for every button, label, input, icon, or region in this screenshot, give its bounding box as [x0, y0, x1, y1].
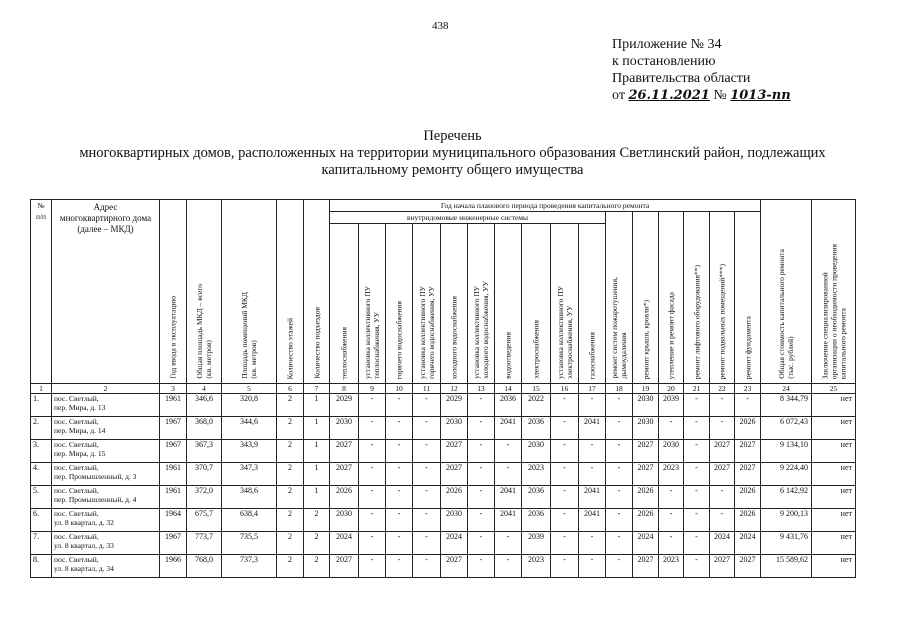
row-cell: -	[551, 532, 579, 555]
row-address	[52, 555, 160, 578]
row-cell: -	[413, 486, 441, 509]
row-cost: 6 142,92	[761, 486, 812, 509]
header-hot-water: горячего водоснабжения	[386, 224, 413, 384]
row-cell: -	[495, 555, 522, 578]
row-cell: -	[359, 417, 386, 440]
row-cell: 2023	[522, 555, 551, 578]
row-cost: 9 431,76	[761, 532, 812, 555]
row-cell: 1967	[160, 532, 187, 555]
appendix-block	[612, 36, 791, 104]
column-number: 12	[441, 384, 468, 394]
address-line-2: ул. 8 квартал, д. 33	[54, 541, 114, 550]
row-cell: -	[579, 440, 606, 463]
row-address	[52, 509, 160, 532]
row-cell: 675,7	[187, 509, 222, 532]
row-cell: 2024	[330, 532, 359, 555]
row-number: 2.	[31, 417, 52, 440]
header-hot-water-meter: установка коллективного ПУ горячего водоснабжения, УУ	[413, 224, 441, 384]
row-cell: 2039	[522, 532, 551, 555]
column-number: 11	[413, 384, 441, 394]
row-cell: 2036	[522, 486, 551, 509]
row-address	[52, 417, 160, 440]
decree-date: 26.11.2021	[628, 88, 710, 103]
row-cell: 2041	[495, 417, 522, 440]
header-electricity: электроснабжения	[522, 224, 551, 384]
row-cell: -	[710, 417, 735, 440]
row-cell: 346,6	[187, 394, 222, 417]
row-cell: -	[606, 555, 633, 578]
row-cost: 9 134,10	[761, 440, 812, 463]
row-cell: -	[359, 463, 386, 486]
title-line-2: многоквартирных домов, расположенных на территории муниципального образования Светлинский район, подлежащих	[79, 145, 826, 161]
row-cost: 6 072,43	[761, 417, 812, 440]
row-cell: 768,0	[187, 555, 222, 578]
header-heating-meter: установка коллективного ПУ теплоснабжения, УУ	[359, 224, 386, 384]
row-cell: -	[551, 555, 579, 578]
table-row	[31, 532, 856, 555]
row-cell: -	[735, 394, 761, 417]
row-conclusion: нет	[812, 463, 856, 486]
row-cell: -	[710, 394, 735, 417]
address-line-1: пос. Светлый,	[54, 394, 99, 403]
column-number: 6	[277, 384, 304, 394]
row-cell: 1967	[160, 417, 187, 440]
column-number: 25	[812, 384, 856, 394]
row-cell: 2039	[659, 394, 684, 417]
address-line-2: ул. 8 квартал, д. 32	[54, 518, 114, 527]
column-number: 2	[52, 384, 160, 394]
header-premises-area: Площадь помещений МКД (кв. метров)	[222, 200, 277, 384]
row-cell: -	[684, 394, 710, 417]
address-line-1: пос. Светлый,	[54, 486, 99, 495]
row-address	[52, 440, 160, 463]
row-cell: 2022	[522, 394, 551, 417]
address-line-2: пер. Мира, д. 14	[54, 426, 106, 435]
row-cell: -	[413, 509, 441, 532]
row-cell: -	[684, 463, 710, 486]
row-cell: 2027	[441, 555, 468, 578]
row-cell: -	[579, 394, 606, 417]
row-cell: -	[359, 394, 386, 417]
row-cell: -	[551, 440, 579, 463]
column-number: 10	[386, 384, 413, 394]
row-cost: 15 589,62	[761, 555, 812, 578]
row-cell: 368,0	[187, 417, 222, 440]
row-cell: -	[468, 486, 495, 509]
column-number: 9	[359, 384, 386, 394]
row-cell: 2027	[633, 463, 659, 486]
row-cell: 2030	[441, 509, 468, 532]
row-address	[52, 463, 160, 486]
row-cell: 2	[304, 555, 330, 578]
row-cell: -	[606, 440, 633, 463]
row-cell: -	[413, 394, 441, 417]
row-cell: -	[359, 440, 386, 463]
row-cell: 735,5	[222, 532, 277, 555]
row-cell: -	[386, 440, 413, 463]
row-cell: -	[606, 394, 633, 417]
column-number: 24	[761, 384, 812, 394]
row-cell: 348,6	[222, 486, 277, 509]
column-number: 3	[160, 384, 187, 394]
row-cell: 2027	[330, 440, 359, 463]
row-cell: 1	[304, 440, 330, 463]
header-lift: ремонт лифтового оборудования**)	[684, 212, 710, 384]
header-gas: газоснабжения	[579, 224, 606, 384]
header-facade: утепление и ремонт фасада	[659, 212, 684, 384]
header-cold-water-meter: установка коллективного ПУ холодного водоснабжения, УУ	[468, 224, 495, 384]
row-cell: -	[413, 440, 441, 463]
row-cell: 2030	[633, 394, 659, 417]
row-cell: -	[659, 417, 684, 440]
row-cell: 2027	[330, 555, 359, 578]
row-number: 7.	[31, 532, 52, 555]
row-cell: 2041	[579, 486, 606, 509]
row-cell: 2026	[330, 486, 359, 509]
row-cell: 320,8	[222, 394, 277, 417]
row-number: 6.	[31, 509, 52, 532]
row-cell: 2027	[710, 555, 735, 578]
row-cell: 343,9	[222, 440, 277, 463]
row-cell: -	[386, 532, 413, 555]
row-cell: 1966	[160, 555, 187, 578]
header-address: Адрес многоквартирного дома (далее – МКД)	[52, 200, 160, 384]
column-number: 8	[330, 384, 359, 394]
header-total-area: Общая площадь МКД – всего (кв. метров)	[187, 200, 222, 384]
row-cell: 2023	[659, 555, 684, 578]
row-conclusion: нет	[812, 486, 856, 509]
column-number: 7	[304, 384, 330, 394]
row-cell: 2026	[735, 486, 761, 509]
header-sewerage: водоотведения	[495, 224, 522, 384]
row-cell: 2030	[441, 417, 468, 440]
row-address	[52, 394, 160, 417]
header-floors: Количество этажей	[277, 200, 304, 384]
row-cell: 344,6	[222, 417, 277, 440]
row-number: 4.	[31, 463, 52, 486]
number-prefix: №	[709, 88, 731, 103]
header-basement: ремонт подвальных помещений***)	[710, 212, 735, 384]
column-number: 17	[579, 384, 606, 394]
row-cell: -	[579, 532, 606, 555]
row-cell: 2	[277, 463, 304, 486]
row-cell: 2024	[735, 532, 761, 555]
row-cell: 372,0	[187, 486, 222, 509]
row-cell: -	[386, 463, 413, 486]
row-cell: -	[606, 463, 633, 486]
row-cell: 2030	[659, 440, 684, 463]
row-cell: 1	[304, 486, 330, 509]
address-line-1: пос. Светлый,	[54, 555, 99, 564]
header-cold-water: холодного водоснабжения	[441, 224, 468, 384]
row-cell: 2024	[441, 532, 468, 555]
row-cell: -	[659, 532, 684, 555]
row-cell: -	[606, 486, 633, 509]
table-row	[31, 555, 856, 578]
row-conclusion: нет	[812, 394, 856, 417]
row-cell: 773,7	[187, 532, 222, 555]
row-address	[52, 532, 160, 555]
address-line-1: пос. Светлый,	[54, 417, 99, 426]
column-number: 18	[606, 384, 633, 394]
row-cell: -	[468, 532, 495, 555]
row-cell: 2027	[710, 440, 735, 463]
row-cell: 638,4	[222, 509, 277, 532]
row-conclusion: нет	[812, 440, 856, 463]
row-cell: -	[413, 555, 441, 578]
header-conclusion: Заключение специализированной организации о необходимости проведения капитального ремонта	[812, 200, 856, 384]
row-cell: 1	[304, 394, 330, 417]
header-systems-group: внутридомовые инженерные системы	[330, 212, 606, 224]
row-cell: -	[684, 555, 710, 578]
row-conclusion: нет	[812, 555, 856, 578]
row-cell: 2026	[633, 509, 659, 532]
row-cell: -	[495, 463, 522, 486]
row-cell: -	[386, 555, 413, 578]
row-cell: -	[468, 394, 495, 417]
header-heating: теплоснабжения	[330, 224, 359, 384]
address-line-1: пос. Светлый,	[54, 509, 99, 518]
row-cell: 2027	[330, 463, 359, 486]
row-cell: 2026	[735, 417, 761, 440]
row-conclusion: нет	[812, 417, 856, 440]
row-cell: -	[684, 532, 710, 555]
column-number-row	[31, 384, 856, 394]
row-cell: -	[468, 509, 495, 532]
row-cell: 2030	[522, 440, 551, 463]
column-number: 13	[468, 384, 495, 394]
row-cell: 2023	[659, 463, 684, 486]
row-cell: 2041	[579, 509, 606, 532]
address-line-1: пос. Светлый,	[54, 440, 99, 449]
row-cell: 2	[277, 417, 304, 440]
table-row	[31, 509, 856, 532]
row-cell: -	[413, 417, 441, 440]
row-cell: 1961	[160, 486, 187, 509]
row-cell: 2026	[735, 509, 761, 532]
row-cell: 2027	[735, 555, 761, 578]
table-row	[31, 486, 856, 509]
table-body	[31, 384, 856, 578]
row-cell: -	[359, 486, 386, 509]
header-foundation: ремонт фундамента	[735, 212, 761, 384]
row-cell: 2036	[522, 417, 551, 440]
row-cell: 2024	[633, 532, 659, 555]
row-cell: -	[659, 486, 684, 509]
row-cell: 2029	[330, 394, 359, 417]
row-cost: 9 224,40	[761, 463, 812, 486]
row-conclusion: нет	[812, 532, 856, 555]
row-cell: 737,3	[222, 555, 277, 578]
column-number: 20	[659, 384, 684, 394]
row-cell: 2027	[710, 463, 735, 486]
row-cell: -	[386, 509, 413, 532]
row-cell: -	[606, 417, 633, 440]
row-cell: -	[413, 532, 441, 555]
row-cell: -	[684, 486, 710, 509]
title-line-1: Перечень	[423, 128, 482, 144]
address-line-2: пер. Промышленный, д. 4	[54, 495, 137, 504]
row-number: 1.	[31, 394, 52, 417]
row-cell: 2027	[441, 463, 468, 486]
address-line-1: пос. Светлый,	[54, 463, 99, 472]
column-number: 5	[222, 384, 277, 394]
document-title	[0, 128, 905, 179]
column-number: 21	[684, 384, 710, 394]
header-electricity-meter: установка коллективного ПУ электроснабжения, УУ	[551, 224, 579, 384]
appendix-line-3: Правительства области	[612, 71, 751, 86]
row-cell: 2	[277, 394, 304, 417]
row-cell: -	[468, 440, 495, 463]
header-fire: ремонт систем пожаротушения, дымоудаления	[606, 212, 633, 384]
row-cell: -	[684, 509, 710, 532]
row-cell: 2	[277, 532, 304, 555]
title-line-3: капитальному ремонту общего имущества	[321, 162, 584, 178]
row-cell: -	[551, 417, 579, 440]
column-number: 23	[735, 384, 761, 394]
row-cell: -	[551, 394, 579, 417]
row-cell: 2041	[579, 417, 606, 440]
row-cell: -	[468, 463, 495, 486]
row-cell: 2027	[441, 440, 468, 463]
row-cell: 2041	[495, 509, 522, 532]
row-cell: -	[606, 532, 633, 555]
column-number: 19	[633, 384, 659, 394]
row-cell: 2027	[633, 440, 659, 463]
table-row	[31, 417, 856, 440]
appendix-line-1: Приложение № 34	[612, 37, 722, 52]
row-cell: 2	[304, 509, 330, 532]
table-row	[31, 440, 856, 463]
row-cell: -	[659, 509, 684, 532]
table-row	[31, 463, 856, 486]
register-table	[30, 199, 856, 578]
row-cell: -	[495, 440, 522, 463]
row-number: 5.	[31, 486, 52, 509]
row-cost: 8 344,79	[761, 394, 812, 417]
row-cell: -	[468, 417, 495, 440]
row-cell: 2036	[495, 394, 522, 417]
column-number: 22	[710, 384, 735, 394]
row-cell: -	[359, 555, 386, 578]
row-number: 3.	[31, 440, 52, 463]
row-cell: -	[579, 555, 606, 578]
row-cell: -	[579, 463, 606, 486]
row-cell: 370,7	[187, 463, 222, 486]
row-conclusion: нет	[812, 509, 856, 532]
row-cell: 2	[277, 509, 304, 532]
row-cell: 2	[277, 555, 304, 578]
column-number: 1	[31, 384, 52, 394]
column-number: 4	[187, 384, 222, 394]
row-cell: 2041	[495, 486, 522, 509]
row-cell: 2	[304, 532, 330, 555]
row-cell: 1961	[160, 394, 187, 417]
address-line-2: пер. Мира, д. 13	[54, 403, 106, 412]
row-cell: -	[551, 486, 579, 509]
row-cell: 2027	[633, 555, 659, 578]
row-number: 8.	[31, 555, 52, 578]
row-cell: -	[606, 509, 633, 532]
row-cell: 347,3	[222, 463, 277, 486]
header-period-group: Год начала планового периода проведения капитального ремонта	[330, 200, 761, 212]
column-number: 16	[551, 384, 579, 394]
row-cell: 2027	[735, 440, 761, 463]
row-cell: 2	[277, 440, 304, 463]
row-cell: -	[495, 532, 522, 555]
header-no: № п/п	[31, 200, 52, 384]
row-cell: -	[710, 486, 735, 509]
row-cell: 2	[277, 486, 304, 509]
row-cell: 1	[304, 463, 330, 486]
appendix-line-2: к постановлению	[612, 54, 716, 69]
column-number: 15	[522, 384, 551, 394]
row-cell: 2030	[633, 417, 659, 440]
row-cell: 367,3	[187, 440, 222, 463]
row-cell: 1	[304, 417, 330, 440]
row-cell: 2030	[330, 509, 359, 532]
row-cell: -	[468, 555, 495, 578]
header-roof: ремонт крыши, кровли*)	[633, 212, 659, 384]
date-prefix: от	[612, 88, 629, 103]
row-cell: -	[551, 509, 579, 532]
row-cell: 2036	[522, 509, 551, 532]
header-entrances: Количество подъездов	[304, 200, 330, 384]
row-cell: 2027	[735, 463, 761, 486]
table-row	[31, 394, 856, 417]
row-cell: -	[359, 532, 386, 555]
row-cell: 2023	[522, 463, 551, 486]
decree-number: 1013-пп	[730, 88, 791, 103]
row-cell: 1964	[160, 509, 187, 532]
row-cell: -	[359, 509, 386, 532]
row-cell: -	[684, 417, 710, 440]
page-number: 438	[432, 20, 449, 32]
address-line-2: пер. Мира, д. 15	[54, 449, 106, 458]
header-cost: Общая стоимость капитального ремонта (тыс. рублей)	[761, 200, 812, 384]
row-address	[52, 486, 160, 509]
row-cell: -	[413, 463, 441, 486]
row-cell: -	[386, 417, 413, 440]
header-year-built: Год ввода в эксплуатацию	[160, 200, 187, 384]
row-cell: 2026	[441, 486, 468, 509]
column-number: 14	[495, 384, 522, 394]
row-cell: 2030	[330, 417, 359, 440]
address-line-2: ул. 8 квартал, д. 34	[54, 564, 114, 573]
row-cell: 2024	[710, 532, 735, 555]
row-cost: 9 200,13	[761, 509, 812, 532]
row-cell: -	[386, 486, 413, 509]
row-cell: -	[684, 440, 710, 463]
row-cell: 2026	[633, 486, 659, 509]
row-cell: -	[710, 509, 735, 532]
address-line-1: пос. Светлый,	[54, 532, 99, 541]
row-cell: -	[386, 394, 413, 417]
address-line-2: пер. Промышленный, д. 3	[54, 472, 137, 481]
row-cell: 1961	[160, 463, 187, 486]
appendix-date-line	[612, 87, 791, 104]
row-cell: 1967	[160, 440, 187, 463]
row-cell: -	[551, 463, 579, 486]
row-cell: 2029	[441, 394, 468, 417]
